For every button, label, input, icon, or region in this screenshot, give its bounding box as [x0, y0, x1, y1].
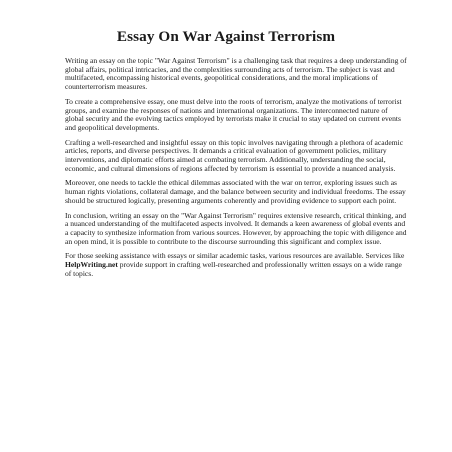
paragraph-text: Moreover, one needs to tackle the ethical dilemmas associated with the war on terror, exploring issues such as human rights violations, collateral damage, and the balance between security and individual freedoms. The essay should be structured logically, presenting arguments coherently and providing evidence to support each point. [65, 178, 406, 205]
paragraph-resources [65, 252, 408, 278]
document-body [65, 57, 408, 284]
paragraph-ethics [65, 179, 408, 205]
paragraph-conclusion [65, 212, 408, 247]
paragraph-text: For those seeking assistance with essays or similar academic tasks, various resources are available. Services like [65, 251, 405, 261]
paragraph-intro [65, 57, 408, 92]
paragraph-text-end: provide support in crafting well-researched and professionally written essays on a wide range of topics. [65, 260, 402, 278]
paragraph-roots [65, 98, 408, 133]
paragraph-text: In conclusion, writing an essay on the "War Against Terrorism" requires extensive research, critical thinking, and a nuanced understanding of the multifaceted aspects involved. It demands a keen awareness of global events and a capacity to synthesize information from various sources. However, by approaching the topic with diligence and an open mind, it is possible to contribute to the discourse surrounding this significant and complex issue. [65, 210, 407, 246]
document-title: Essay On War Against Terrorism [116, 28, 336, 45]
paragraph-text: Writing an essay on the topic "War Against Terrorism" is a challenging task that requires a deep understanding of global affairs, political intricacies, and the complexities surrounding acts of terrorism. The subject is vast and multifaceted, encompassing historical events, geopolitical considerations, and the moral implications of counterterrorism measures. [65, 56, 407, 92]
paragraph-research [65, 139, 408, 174]
paragraph-text: Crafting a well-researched and insightful essay on this topic involves navigating through a plethora of academic articles, reports, and diverse perspectives. It demands a critical evaluation of government policies, military interventions, and diplomatic efforts aimed at combating terrorism. Additionally, understanding the social, economic, and cultural dimensions of regions affected by terrorism is essential to provide a nuanced analysis. [65, 137, 404, 173]
paragraph-text: To create a comprehensive essay, one must delve into the roots of terrorism, analyze the motivations of terrorist groups, and examine the responses of nations and international organizations. The interconnected nature of global security and the evolving tactics employed by terrorists make it crucial to stay updated on current events and geopolitical developments. [65, 96, 402, 132]
service-name: HelpWriting.net [65, 260, 118, 270]
